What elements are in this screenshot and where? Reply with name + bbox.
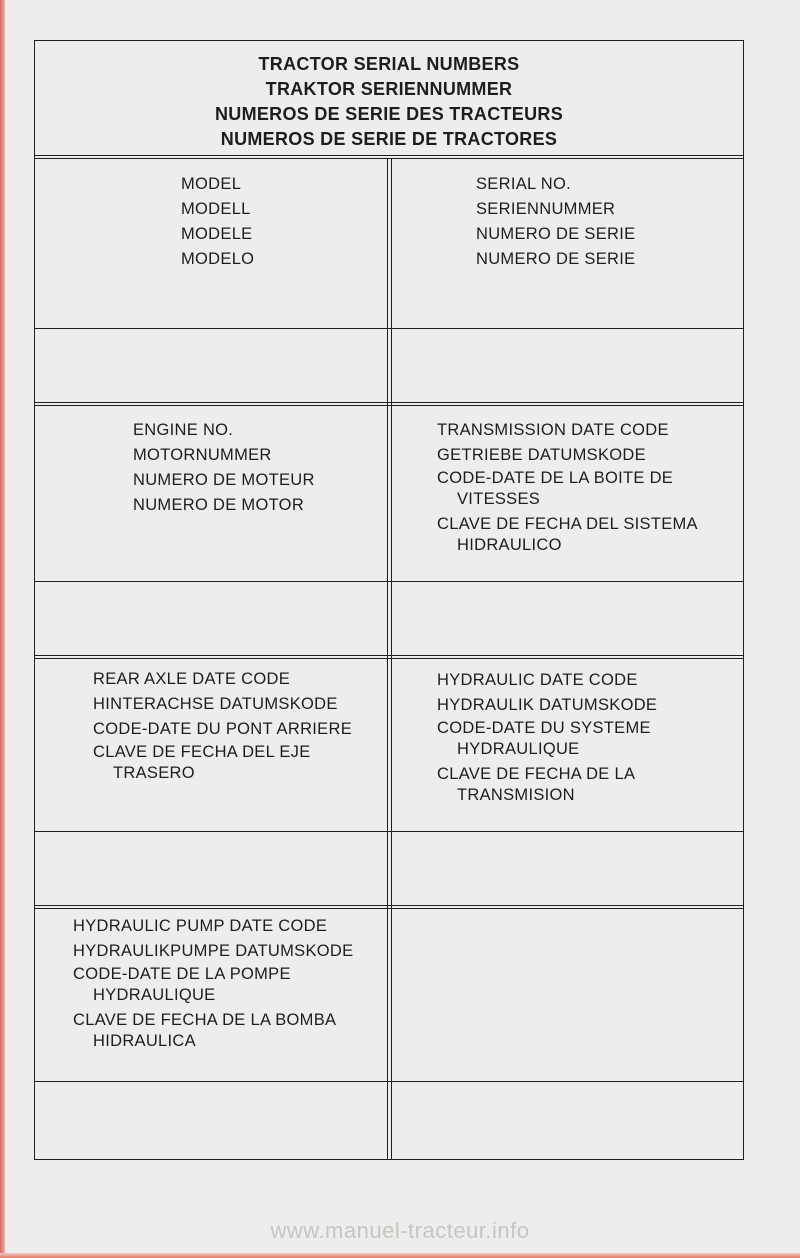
transmission-label-de: GETRIEBE DATUMSKODE — [437, 446, 646, 464]
form-title-block — [35, 41, 743, 159]
engine-label — [133, 418, 315, 518]
hydraulic-label-fr: CODE-DATE DU SYSTEME — [437, 719, 651, 737]
transmission-label — [437, 418, 698, 560]
hydraulic-pump-label-de: HYDRAULIKPUMPE DATUMSKODE — [73, 942, 354, 960]
hydraulic-pump-label-en: HYDRAULIC PUMP DATE CODE — [73, 917, 328, 935]
title-spanish: NUMEROS DE SERIE DE TRACTORES — [220, 129, 558, 149]
transmission-label-fr: CODE-DATE DE LA BOITE DE — [437, 469, 674, 487]
rear-axle-label-de: HINTERACHSE DATUMSKODE — [93, 695, 338, 713]
page-red-bottom-edge — [0, 1253, 800, 1258]
hydraulic-label-es: CLAVE DE FECHA DE LA — [437, 765, 636, 783]
serial-label-fr: NUMERO DE SERIE — [476, 225, 636, 243]
model-label-fr: MODELE — [181, 225, 253, 243]
rear-axle-label-fr: CODE-DATE DU PONT ARRIERE — [93, 720, 353, 738]
rear-axle-label-es-cont: TRASERO — [113, 764, 195, 782]
model-label-de: MODELL — [181, 200, 251, 218]
hydraulic-pump-label-es-cont: HIDRAULICA — [93, 1032, 196, 1050]
title-german: TRAKTOR SERIENNUMMER — [265, 79, 513, 99]
hydraulic-label-de: HYDRAULIK DATUMSKODE — [437, 696, 658, 714]
row-rule-engine-entry — [35, 581, 743, 582]
column-divider — [387, 159, 392, 1159]
hydraulic-label-fr-cont: HYDRAULIQUE — [457, 740, 580, 758]
rear-axle-label-en: REAR AXLE DATE CODE — [93, 670, 291, 688]
row-rule-section-3 — [35, 655, 743, 659]
model-label-en: MODEL — [181, 175, 242, 193]
row-rule-model-entry — [35, 328, 743, 329]
hydraulic-label — [437, 668, 657, 810]
title-french: NUMEROS DE SERIE DES TRACTEURS — [214, 104, 564, 124]
transmission-label-es: CLAVE DE FECHA DEL SISTEMA — [437, 515, 698, 533]
hydraulic-pump-label-fr: CODE-DATE DE LA POMPE — [73, 965, 291, 983]
serial-label — [476, 172, 635, 272]
engine-label-de: MOTORNUMMER — [133, 446, 272, 464]
engine-label-en: ENGINE NO. — [133, 421, 234, 439]
hydraulic-label-es-cont: TRANSMISION — [457, 786, 575, 804]
transmission-label-en: TRANSMISSION DATE CODE — [437, 421, 669, 439]
row-rule-section-2 — [35, 402, 743, 406]
page-red-edge — [0, 0, 5, 1258]
transmission-label-fr-cont: VITESSES — [457, 490, 541, 508]
site-watermark: www.manuel-tracteur.info — [270, 1218, 530, 1243]
title-english: TRACTOR SERIAL NUMBERS — [258, 54, 520, 74]
transmission-label-es-cont: HIDRAULICO — [457, 536, 562, 554]
serial-label-de: SERIENNUMMER — [476, 200, 616, 218]
serial-number-form — [34, 40, 744, 1160]
rear-axle-label — [93, 667, 352, 788]
serial-label-es: NUMERO DE SERIE — [476, 250, 636, 268]
rear-axle-label-es: CLAVE DE FECHA DEL EJE — [93, 743, 311, 761]
hydraulic-label-en: HYDRAULIC DATE CODE — [437, 671, 638, 689]
row-rule-axle-entry — [35, 831, 743, 832]
hydraulic-pump-label-fr-cont: HYDRAULIQUE — [93, 986, 216, 1004]
model-label — [181, 172, 254, 272]
hydraulic-pump-label — [73, 914, 353, 1056]
row-rule-section-4 — [35, 905, 743, 909]
serial-label-en: SERIAL NO. — [476, 175, 571, 193]
hydraulic-pump-label-es: CLAVE DE FECHA DE LA BOMBA — [73, 1011, 337, 1029]
row-rule-pump-entry — [35, 1081, 743, 1082]
model-label-es: MODELO — [181, 250, 255, 268]
engine-label-fr: NUMERO DE MOTEUR — [133, 471, 315, 489]
engine-label-es: NUMERO DE MOTOR — [133, 496, 305, 514]
